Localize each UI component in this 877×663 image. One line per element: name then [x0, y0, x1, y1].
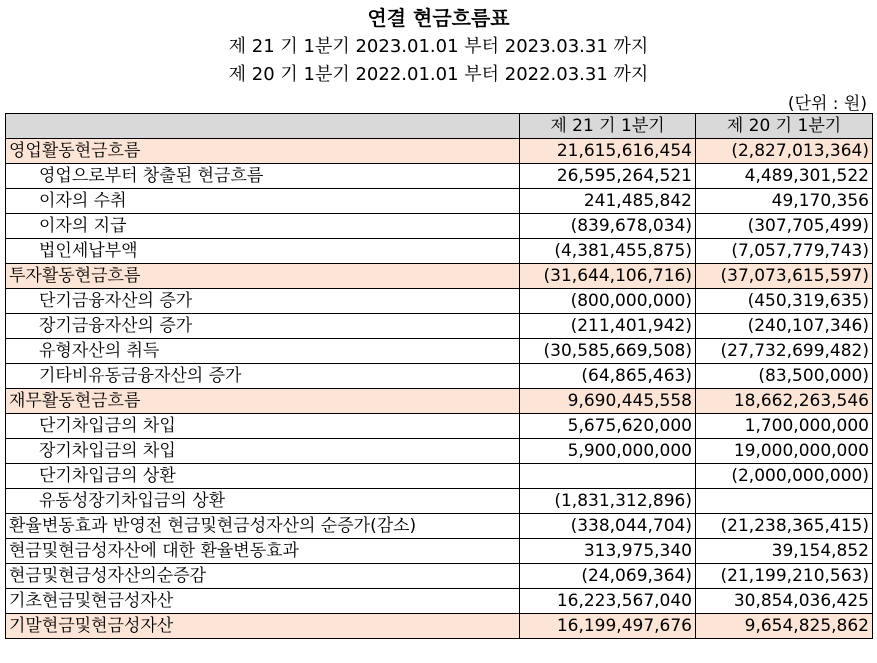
row-label: 이자의 수취: [6, 189, 520, 214]
row-prior-value: (37,073,615,597): [696, 264, 873, 289]
row-prior-value: [696, 489, 873, 514]
row-prior-value: 39,154,852: [696, 539, 873, 564]
row-current-value: (30,585,669,508): [520, 339, 696, 364]
unit-label: (단위 : 원): [787, 94, 867, 114]
table-header-row: [6, 114, 873, 139]
table-row: [6, 589, 873, 614]
table-row: [6, 489, 873, 514]
table-row: [6, 289, 873, 314]
row-label: 유동성장기차입금의 상환: [6, 489, 520, 514]
row-prior-value: (307,705,499): [696, 214, 873, 239]
row-prior-value: 30,854,036,425: [696, 589, 873, 614]
row-current-value: (800,000,000): [520, 289, 696, 314]
row-current-value: (64,865,463): [520, 364, 696, 389]
row-label: 기말현금및현금성자산: [6, 614, 520, 639]
table-row: [6, 414, 873, 439]
row-current-value: 9,690,445,558: [520, 389, 696, 414]
row-prior-value: 1,700,000,000: [696, 414, 873, 439]
period-prior: 제 20 기 1분기 2022.01.01 부터 2022.03.31 까지: [228, 64, 649, 85]
row-label: 현금및현금성자산의순증감: [6, 564, 520, 589]
header-prior: 제 20 기 1분기: [696, 114, 873, 139]
row-label: 투자활동현금흐름: [6, 264, 520, 289]
table-row: [6, 239, 873, 264]
row-prior-value: 9,654,825,862: [696, 614, 873, 639]
row-current-value: 241,485,842: [520, 189, 696, 214]
row-label: 유형자산의 취득: [6, 339, 520, 364]
row-prior-value: 19,000,000,000: [696, 439, 873, 464]
table-row: [6, 464, 873, 489]
row-current-value: 26,595,264,521: [520, 164, 696, 189]
row-current-value: 5,675,620,000: [520, 414, 696, 439]
row-prior-value: (21,199,210,563): [696, 564, 873, 589]
table-row: [6, 514, 873, 539]
row-label: 단기차입금의 상환: [6, 464, 520, 489]
row-label: 장기차입금의 차입: [6, 439, 520, 464]
period-current: 제 21 기 1분기 2023.01.01 부터 2023.03.31 까지: [228, 36, 649, 57]
table-row: [6, 364, 873, 389]
row-label: 법인세납부액: [6, 239, 520, 264]
row-prior-value: 49,170,356: [696, 189, 873, 214]
row-label: 영업으로부터 창출된 현금흐름: [6, 164, 520, 189]
row-label: 영업활동현금흐름: [6, 139, 520, 164]
row-prior-value: (83,500,000): [696, 364, 873, 389]
row-label: 기초현금및현금성자산: [6, 589, 520, 614]
row-current-value: (24,069,364): [520, 564, 696, 589]
row-current-value: [520, 464, 696, 489]
row-current-value: 16,223,567,040: [520, 589, 696, 614]
row-current-value: 16,199,497,676: [520, 614, 696, 639]
table-row: [6, 189, 873, 214]
row-prior-value: (7,057,779,743): [696, 239, 873, 264]
table-row: [6, 314, 873, 339]
row-label: 장기금융자산의 증가: [6, 314, 520, 339]
row-label: 재무활동현금흐름: [6, 389, 520, 414]
row-prior-value: 4,489,301,522: [696, 164, 873, 189]
table-row: [6, 564, 873, 589]
cash-flow-table: [5, 113, 873, 639]
row-current-value: 21,615,616,454: [520, 139, 696, 164]
row-prior-value: (240,107,346): [696, 314, 873, 339]
row-prior-value: (2,827,013,364): [696, 139, 873, 164]
table-row: [6, 164, 873, 189]
row-current-value: (1,831,312,896): [520, 489, 696, 514]
row-label: 이자의 지급: [6, 214, 520, 239]
table-row: [6, 614, 873, 639]
header-current: 제 21 기 1분기: [520, 114, 696, 139]
row-prior-value: (2,000,000,000): [696, 464, 873, 489]
row-prior-value: (21,238,365,415): [696, 514, 873, 539]
table-row: [6, 539, 873, 564]
row-prior-value: (450,319,635): [696, 289, 873, 314]
row-prior-value: 18,662,263,546: [696, 389, 873, 414]
table-row: [6, 389, 873, 414]
row-label: 단기금융자산의 증가: [6, 289, 520, 314]
table-row: [6, 139, 873, 164]
statement-title: 연결 현금흐름표: [367, 6, 510, 30]
row-label: 단기차입금의 차입: [6, 414, 520, 439]
row-current-value: (4,381,455,875): [520, 239, 696, 264]
table-row: [6, 214, 873, 239]
row-label: 기타비유동금융자산의 증가: [6, 364, 520, 389]
row-prior-value: (27,732,699,482): [696, 339, 873, 364]
table-row: [6, 339, 873, 364]
row-current-value: (31,644,106,716): [520, 264, 696, 289]
row-label: 환율변동효과 반영전 현금및현금성자산의 순증가(감소): [6, 514, 520, 539]
row-label: 현금및현금성자산에 대한 환율변동효과: [6, 539, 520, 564]
table-row: [6, 439, 873, 464]
row-current-value: (338,044,704): [520, 514, 696, 539]
row-current-value: 313,975,340: [520, 539, 696, 564]
row-current-value: 5,900,000,000: [520, 439, 696, 464]
row-current-value: (211,401,942): [520, 314, 696, 339]
table-row: [6, 264, 873, 289]
row-current-value: (839,678,034): [520, 214, 696, 239]
header-item: [6, 114, 520, 139]
